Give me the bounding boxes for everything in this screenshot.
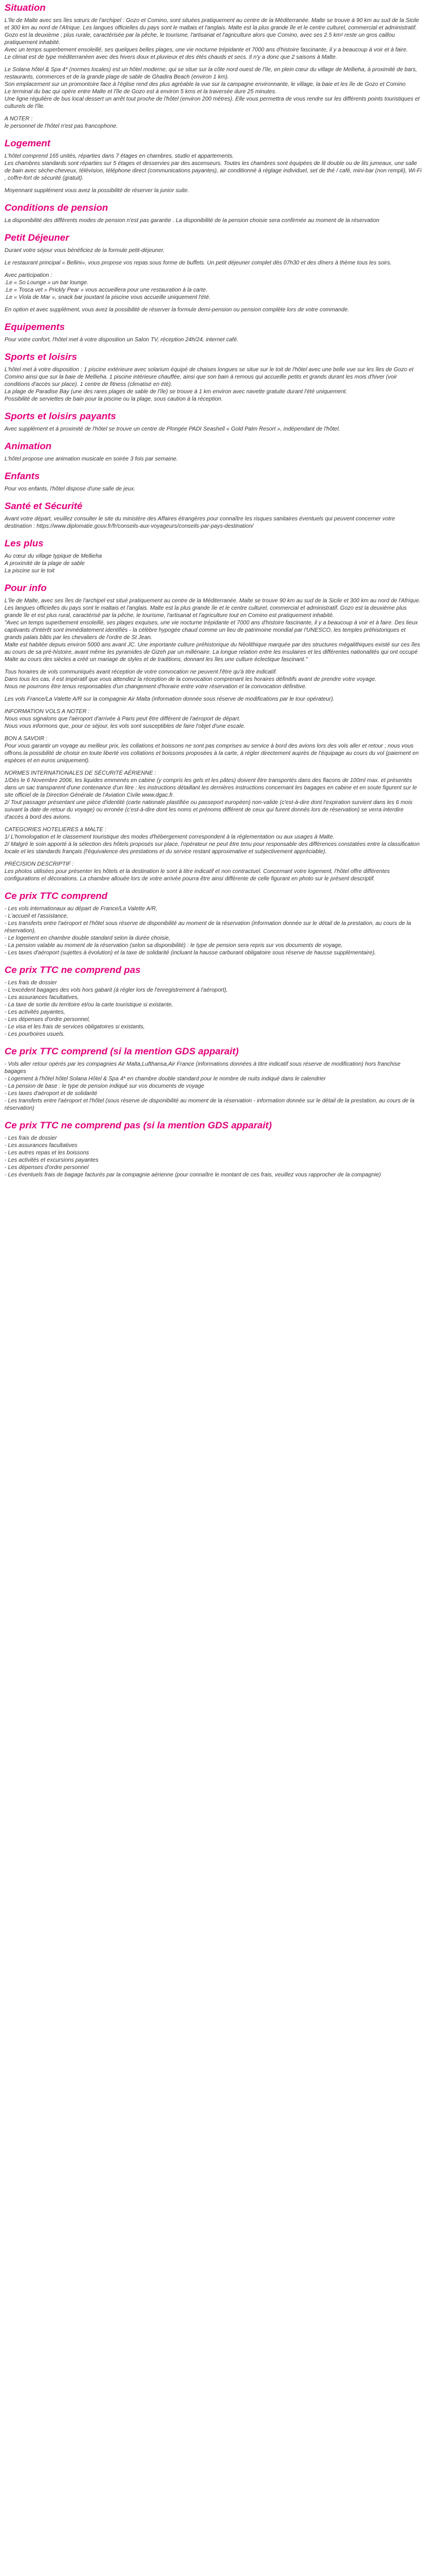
list-item: - Les autres repas et les boissons: [5, 1149, 423, 1157]
section-paragraph: En option et avec supplément, vous avez la possibilité de réserver la formule demi-pension ou pension complète lors de votre commande.: [5, 307, 350, 313]
section-paragraph: Les vols France/La Valette A/R sur la compagnie Air Malta (information donnée sous réserve de modifications par le tour opérateur).: [5, 696, 335, 702]
section-paragraph: Moyennant supplément vous avez la possibilité de réserver la junior suite.: [5, 188, 189, 194]
section-title: Conditions de pension: [5, 202, 108, 213]
section-title: Logement: [5, 138, 51, 149]
list-item: - Le visa et les frais de services obligatoires si existants,: [5, 1023, 423, 1031]
section-paragraph: Tous horaires de vols communiqués avant réception de votre convocation ne peuvent l'être qu'à titre indicatif. Dans tous les cas, il est impératif que vous attendiez la réception de la convocation comprenant les horaires définitifs avant de prendre votre voyage. Nous ne pourrons être tenus responsables d'un changement d'horaire entre votre réservation et la convocation définitive.: [5, 669, 377, 690]
list-item: - Les transferts entre l'aéroport et l'hôtel sous réserve de disponibilité au moment de la réservation (information donnée sur le détail de la prestation, au cours de la réservation),: [5, 920, 423, 935]
section-paragraph: La disponibilité des différents modes de pension n'est pas garantie . La disponibilité de la pension choisie sera confirmée au moment de la réservation: [5, 218, 379, 224]
list-item: - Les assurances facultatives: [5, 1142, 423, 1149]
section-title: Animation: [5, 441, 52, 451]
section-paragraph: L'île de Malte, avec ses îles de l'archipel est situé pratiquement au centre de la Méditerranée. Malte se trouve 90 km au sud de la Sicile et 300 km au nord de l'Afrique. Les langues officielles du pays sont le maltais et l'anglais. Malte est la plus grande île et le centre culturel, commercial et administratif. Gozo est la deuxième plus grande île et est plus rural, caractérisé par la pêche, le tourisme, l'artisanat et l'agriculture tout en Comino est pratiquement inhabité. "Avec un temps superbement ensoleillé, ses plages exquises, une vie nocturne trépidante et 7000 ans d'histoire fascinante, il y a beaucoup à voir et à faire. Des lieux captivants d'intérêt sont immédiatement identifiés - la célèbre hypogée chaud comme un lieu de patrimoine mondial par l'UNESCO, les temples préhistoriques et grands palais bâtis par les chevaliers de l'ordre de St Jean. Malte est habitée depuis environ 5000 ans avant JC. Une importante culture préhistorique du Néolithique marquée par des structures mégalithiques existé sur ces îles au cours de sa pré-histoire, avant même les pyramides de Gizeh par un millénaire. La longue relation entre les insulaires et les différentes nationalités qui ont occupé Malte au cours des siècles a créé un mariage de styles et de traditions, donnant les îles une culture éclectique fascinant.": [5, 598, 421, 663]
section-title: Ce prix TTC ne comprend pas (si la mention GDS apparait): [5, 1120, 272, 1131]
section-paragraph: Pour votre confort, l'hôtel met à votre disposition un Salon TV, réception 24h/24, internet café.: [5, 337, 239, 343]
list-item: - Les activités payantes,: [5, 1009, 423, 1016]
list-item: - Les frais de dossier: [5, 979, 423, 987]
section-title: Pour info: [5, 583, 47, 593]
section-paragraph: INFORMATION VOLS A NOTER : Nous vous signalons que l'aéroport d'arrivée à Paris peut être différent de l'aéroport de départ. Nous vous informons que, pour ce séjour, les vols sont susceptibles de faire l'objet d'une escale.: [5, 709, 246, 729]
hotel-description: [0, 0, 428, 1193]
section-title: Petit Déjeuner: [5, 232, 69, 243]
section-paragraph: L'île de Malte avec ses îles sœurs de l'archipel : Gozo et Comino, sont situées pratiquement au centre de la Méditerranée. Malte se trouve à 90 km au sud de la Sicile et 300 km au nord de l'Afrique. Les langues officielles du pays sont le maltais et l'anglais. Malte est la plus grande île et le centre culturel, commercial et administratif. Gozo est la deuxième ; plus rurale, caractérisée par la pêche, le tourisme, l'artisanat et l'agriculture alors que Comino, avec ses 2.5 km² reste un gros caillou pratiquement inhabité. Avec un temps superbement ensoleillé, ses quelques belles plages, une vie nocturne trépidante et 7000 ans d'histoire fascinante, il y a beaucoup à voir et à faire. Le climat est de type méditerranéen avec des hivers doux et pluvieux et des étés chauds et secs. Il n'y a donc que 2 saisons à Malte.: [5, 18, 420, 60]
list-item: - Les assurances facultatives,: [5, 994, 423, 1001]
price-list: [5, 1061, 423, 1112]
list-item: - L'accueil et l'assistance,: [5, 913, 423, 920]
section-title: Sports et loisirs payants: [5, 411, 116, 422]
section-paragraph: L'hôtel comprend 165 unités, réparties dans 7 étages en chambres, studio et appartements. Les chambres standards sont réparties sur 5 étages et desservies par des ascenseurs. Toutes les chambres sont équipées de lit double ou de lits jumeaux, une salle de bain avec sèche-cheveux, télévision, téléphone direct (communications payantes), air conditionné à réglage individuel, set de thé / café, mini-bar (non rempli), Wi-Fi , coffre-fort de sécurité (gratuit).: [5, 153, 422, 181]
list-item: - Les dépenses d'ordre personnel,: [5, 1016, 423, 1023]
section-title: Santé et Sécurité: [5, 501, 82, 511]
section-paragraph: BON A SAVOIR : Pour vous garantir un voyage au meilleur prix, les collations et boissons ne sont pas comprises au service à bord des avions lors des vols aller et retour ; nous vous offrons la possibilité de choisir en toute liberté vos collations et boissons proposées à la carte, à régler directement auprès de l'équipage au cours du vol (paiement en espèces et en euros uniquement).: [5, 736, 419, 764]
list-item: - Les taxes d'aéroport et de solidarité: [5, 1090, 423, 1097]
section-paragraph: L'hôtel propose une animation musicale en soirée 3 fois par semaine.: [5, 456, 178, 462]
section-title: Sports et loisirs: [5, 351, 77, 362]
section-title: Ce prix TTC ne comprend pas: [5, 965, 141, 975]
list-item: - Les dépenses d'ordre personnel: [5, 1164, 423, 1171]
list-item: - Les vols internationaux au départ de France/La Valette A/R,: [5, 905, 423, 913]
section-paragraph: Avec participation : .Le « So Lounge » un bar lounge. .Le « Tosca vet » Prickly Pear » vous accueillera pour une restauration à la carte. .Le « Viola de Mar », snack bar jouxtant la piscine vous accueille uniquement l'été.: [5, 272, 211, 301]
list-item: - Les frais de dossier: [5, 1135, 423, 1142]
section-title: Situation: [5, 2, 46, 13]
list-item: - Le logement en chambre double standard selon la durée choisie,: [5, 935, 423, 942]
price-list: [5, 905, 423, 957]
section-title: Enfants: [5, 471, 40, 481]
list-item: - La pension valable au moment de la réservation (selon sa disponibilité) : le type de pension sera repris sur vos documents de voyage,: [5, 942, 423, 949]
section-paragraph: Pour vos enfants, l'hôtel dispose d'une salle de jeux.: [5, 486, 136, 492]
list-item: - Les éventuels frais de bagage facturés par la compagnie aérienne (pour connaître le montant de ces frais, veuillez vous rapprocher de la compagnie): [5, 1171, 423, 1179]
list-item: - L'excédent bagages des vols hors gabarit (à régler lors de l'enregistrement à l'aéroport),: [5, 987, 423, 994]
price-list: [5, 1135, 423, 1179]
list-item: - La pension de base : le type de pension indiqué sur vos documents de voyage: [5, 1083, 423, 1090]
section-paragraph: A NOTER : le personnel de l'hôtel n'est pas francophone.: [5, 116, 118, 129]
section-paragraph: Durant votre séjour vous bénéficiez de la formule petit-déjeuner.: [5, 247, 165, 254]
section-paragraph: Le restaurant principal « Bellini», vous propose vos repas sous forme de buffets. Un petit déjeuner complet dès 07h30 et des dîners à thème tous les soirs.: [5, 260, 392, 266]
section-title: Les plus: [5, 538, 43, 549]
list-item: - Les pourboires usuels.: [5, 1031, 423, 1038]
list-item: - Les taxes d'aéroport (sujettes à évolution) et la taxe de solidarité (incluant la hausse carburant obligatoire sous réserve de hausse supplémentaire).: [5, 949, 423, 957]
section-paragraph: Avec supplément et à proximité de l'hôtel se trouve un centre de Plongée PADI Seashell « Gold Palm Resort », indépendant de l'hôtel.: [5, 426, 340, 432]
section-title: Ce prix TTC comprend (si la mention GDS apparait): [5, 1046, 239, 1057]
section-paragraph: L'hôtel met à votre disposition : 1 piscine extérieure avec solarium équipé de chaises longues se situe sur le toit de l'hôtel avec une belle vue sur les îles de Gozo et Comino ainsi que sur la baie de Mellieha. 1 piscine intérieure chauffée, ainsi que son bain à remous qui accueille petits et grands durant les mois d'hiver (voir conditions d'accès sur place). 1 centre de fitness (climatisé en été). La plage de Paradise Bay (une des rares plages de sable de l'île) se trouve à 1 km environ avec navette gratuite durant l'été uniquement. Possibilité de serviettes de bain pour la piscine ou la plage, sous caution à la réception.: [5, 367, 414, 402]
list-item: - Les transferts entre l'aéroport et l'hôtel (sous réserve de disponibilité au moment de la réservation - information donnée sur le détail de la prestation, au cours de la réservation): [5, 1097, 423, 1112]
section-title: Ce prix TTC comprend: [5, 890, 108, 901]
section-paragraph: CATEGORIES HOTELIERES à MALTE : 1/ L'homologation et le classement touristique des modes d'hébergement correspondent à la réglementation ou aux usages à Malte. 2/ Malgré le soin apporté à la sélection des hôtels proposés sur place, l'opérateur ne peut être tenu pour responsable des différences constatées entre la classification locale et les standards français (l'équivalence des prestations et du service restant approximative et subjectivement appréciable).: [5, 827, 420, 855]
section-paragraph: Au cœur du village typique de Mellieha A proximité de la plage de sable La piscine sur le toit: [5, 553, 102, 574]
list-item: - Logement à l'hôtel hôtel Solana Hôtel & Spa 4* en chambre double standard pour le nombre de nuits indiqué dans le calendrier: [5, 1075, 423, 1083]
list-item: - La taxe de sortie du territoire et/ou la carte touristique si existante,: [5, 1001, 423, 1009]
section-title: Equipements: [5, 322, 65, 332]
section-paragraph: Le Solana hôtel & Spa 4* (normes locales) est un hôtel moderne, qui se situe sur la côte nord ouest de l'île, en plein cœur du village de Mellieha, à proximité de bars, restaurants, commerces et de la grande plage de sable de Ghadira Beach (environ 1 km). Son emplacement sur un promontoire face à l'église rend des plus agréable la vue sur la campagne environnante, le village, la baie et les île de Gozo et Comino Le terminal du bac qui opère entre Malte et l'île de Gozo est à environ 5 kms et la traversée dure 25 minutes. Une ligne régulière de bus local dessert un arrêt tout proche de l'hôtel (environ 200 mètres). Elle vous permettra de vous rendre sur les différents points touristiques et culturels de l'île.: [5, 67, 420, 110]
list-item: - Vols aller retour opérés par les compagnies Air Malta,Lufthansa,Air France (informations données à titre indicatif sous réserve de modification) hors franchise bagages: [5, 1061, 423, 1075]
price-list: [5, 979, 423, 1038]
section-paragraph: Avant votre départ, veuillez consulter le site du ministère des Affaires étrangères pour connaître les risques sanitaires éventuels qui peuvent concerner votre destination : https://www.diplomatie.gouv.fr/fr/conseils-aux-voyageurs/conseils-par-pays-destination/: [5, 516, 395, 529]
list-item: - Les activités et excursions payantes: [5, 1157, 423, 1164]
section-paragraph: NORMES INTERNATIONALES DE SÉCURITÉ AÉRIENNE : 1/Dès le 6 Novembre 2006, les liquides emmenés en cabine (y compris les gels et les pâtes) doivent être transportés dans des flacons de 100ml max. et présentés dans un sac transparent d'une contenance d'un litre : les instructions détaillant les dernières instructions concernant les bagages en cabine et en soute figurent sur le site officiel de la Direction Générale de l'Aviation Civile www.dgac.fr. 2/ Tout passager présentant une pièce d'identité (carte nationale plastifiée ou passeport européen) non-valide (c'est-à-dire dont l'expiration survient dans les 6 mois suivant la date de retour du voyage) ou erronée (c'est-à-dire dont les noms et prénoms différent de ceux qui furent donnés lors de réservation) se verra interdire d'accès à bord des avions.: [5, 770, 417, 820]
section-paragraph: PRÉCISION DESCRIPTIF : Les photos utilisées pour présenter les hôtels et la destination le sont à titre indicatif et non contractuel. Concernant votre logement, l'hôtel offre différentes configurations et décorations. La chambre allouée lors de votre arrivée pourra être ainsi différente de celle figurant en photo sur le présent descriptif.: [5, 861, 390, 882]
